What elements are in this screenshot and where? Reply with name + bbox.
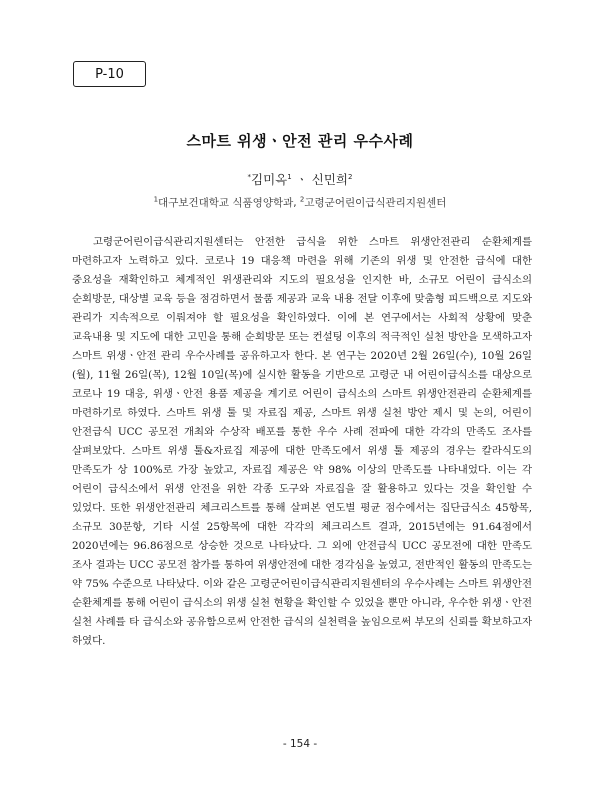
author-1-affiliation-mark: 1 <box>287 172 292 181</box>
affiliation-2-mark: 2 <box>299 195 305 204</box>
affiliation-2: 고령군어린이급식관리지원센터 <box>304 197 447 209</box>
abstract-paragraph: 고령군어린이급식관리지원센터는 안전한 급식을 위한 스마트 위생안전관리 순환체계를 마련하고자 노력하고 있다. 코로나 19 대응책 마련을 위해 기존의 위생 및 안전한 급식에 대한 중요성을 재확인하고 체계적인 위생관리와 지도의 필요성을 인지한 바, 소규모 어린이 급식소의 순회방문, 대상별 교육 등을 점검하면서 물품 제공과 교육 내용 전달 이후에 맞춤형 피드백으로 지도와 관리가 지속적으로 이뤄져야 할 필요성을 확인하였다. 이에 본 연구에서는 사회적 상황에 맞춘 교육내용 및 지도에 대한 고민을 통해 순회방문 또는 컨설팅 이후의 적극적인 실천 방안을 모색하고자 스마트 위생ㆍ안전 관리 우수사례를 공유하고자 한다. 본 연구는 2020년 2월 26일(수), 10월 26일(월), 11월 26일(목), 12월 10일(목)에 실시한 활동을 기반으로 고령군 내 어린이급식소를 대상으로 코로나 19 대응, 위생ㆍ안전 용품 제공을 계기로 어린이 급식소의 스마트 위생안전관리 순환체계를 마련하기로 하였다. 스마트 위생 툴 및 자료집 제공, 스마트 위생 실천 방안 제시 및 논의, 어린이 안전급식 UCC 공모전 개최와 수상작 배포를 통한 우수 사례 전파에 대한 각각의 만족도 조사를 살펴보았다. 스마트 위생 툴&자료집 제공에 대한 만족도에서 위생 툴 제공의 경우는 칼라식도의 만족도가 상 100%로 가장 높았고, 자료집 제공은 약 98% 이상의 만족도를 나타내었다. 이는 각 어린이 급식소에서 위생 안전을 위한 각종 도구와 자료집을 잘 활용하고 있다는 것을 확인할 수 있었다. 또한 위생안전관리 체크리스트를 통해 살펴본 연도별 평균 점수에서는 집단급식소 45항목, 소규모 30문항, 기타 시설 25항목에 대한 각각의 체크리스트 결과, 2015년에는 91.64점에서 2020년에는 96.86점으로 상승한 것으로 나타났다. 그 외에 안전급식 UCC 공모전에 대한 만족도 조사 결과는 UCC 공모전 참가를 통하여 위생안전에 대한 경각심을 높였고, 전반적인 활동의 만족도는 약 75% 수준으로 나타났다. 이와 같은 고령군어린이급식관리지원센터의 우수사례는 스마트 위생안전 순환체계를 통해 어린이 급식소의 위생 실천 현황을 확인할 수 있었을 뿐만 아니라, 우수한 위생ㆍ안전 실천 사례를 타 급식소와 공유함으로써 안전한 급식의 실천력을 높임으로써 부모의 신뢰를 확보하고자 하였다. <box>72 236 532 647</box>
affiliation-1: 대구보건대학교 식품영양학과, <box>158 197 300 209</box>
page-number: - 154 - <box>282 738 318 750</box>
affiliation-line <box>0 195 600 210</box>
affiliation-1-mark: 1 <box>153 195 159 204</box>
author-2-name: 신민희 <box>311 172 348 187</box>
poster-code-box <box>73 61 146 87</box>
poster-code: P-10 <box>95 66 124 82</box>
corresponding-author-mark: * <box>247 172 252 181</box>
author-2-affiliation-mark: 2 <box>348 172 353 181</box>
paper-title: 스마트 위생ㆍ안전 관리 우수사례 <box>186 132 414 150</box>
author-separator: ㆍ <box>295 172 308 187</box>
author-line <box>0 170 600 188</box>
abstract-body <box>72 233 532 651</box>
author-1-name: 김미옥 <box>251 172 288 187</box>
